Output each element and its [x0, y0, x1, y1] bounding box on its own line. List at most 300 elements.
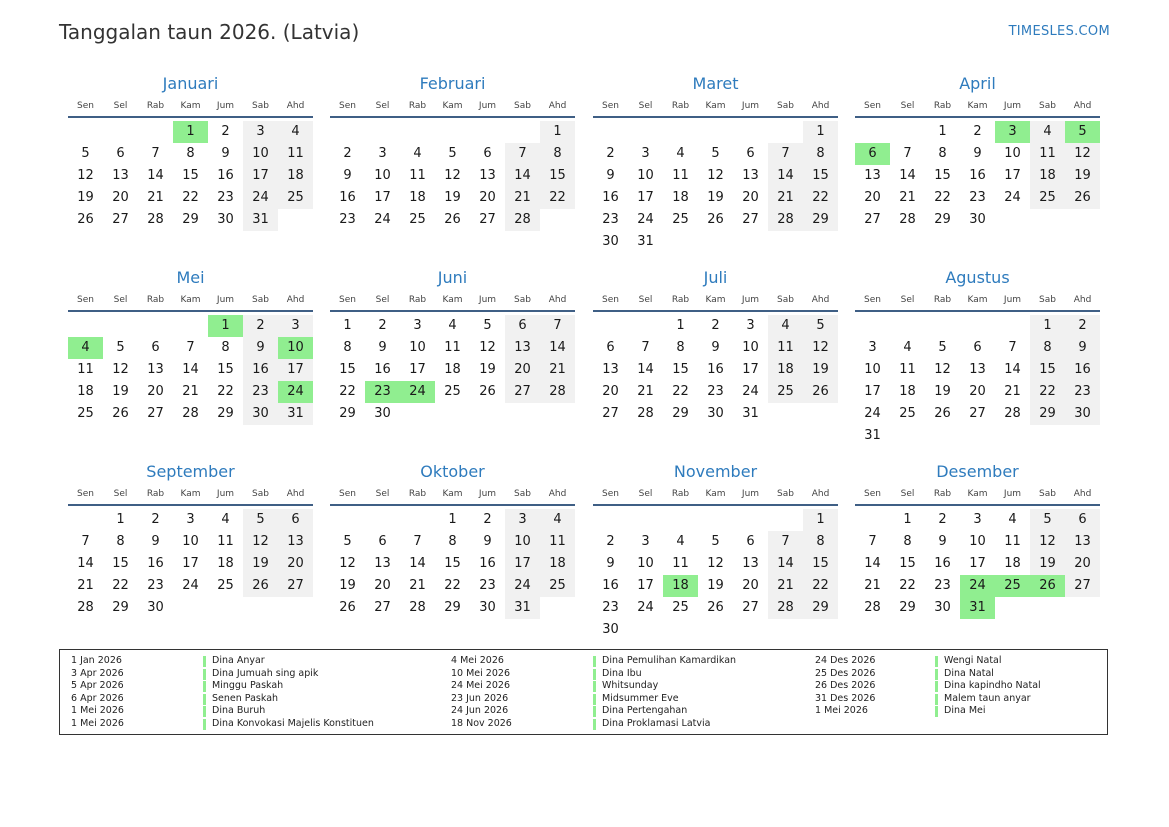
day-cell: 23 [707, 384, 724, 399]
month-title: April [959, 74, 996, 93]
day-cell: 29 [444, 600, 461, 615]
weekday-label: Rab [146, 295, 165, 305]
day-cell: 24 [374, 212, 391, 227]
day-grid [855, 509, 1100, 619]
day-cell: 12 [803, 337, 838, 359]
empty-cell [855, 509, 890, 531]
day-cell: 30 [1065, 403, 1100, 425]
day-cell: 5 [81, 146, 90, 161]
day-cell: 19 [444, 190, 461, 205]
weekday-header [330, 290, 575, 312]
day-cell: 11 [1030, 143, 1065, 165]
day-cell: 4 [676, 534, 685, 549]
holiday-day-cell: 1 [208, 315, 243, 337]
day-cell: 17 [637, 190, 654, 205]
month-desember [855, 460, 1100, 619]
weekday-label: Kam [180, 489, 201, 499]
day-cell: 26 [803, 381, 838, 403]
day-cell: 29 [339, 406, 356, 421]
legend-date: 4 Mei 2026 [451, 655, 504, 666]
weekday-header [855, 290, 1100, 312]
day-cell: 26 [112, 406, 129, 421]
legend-date: 18 Nov 2026 [451, 717, 512, 729]
day-cell: 12 [934, 362, 951, 377]
day-cell: 14 [637, 362, 654, 377]
day-cell: 6 [483, 146, 492, 161]
day-cell: 20 [742, 190, 759, 205]
weekday-label: Sab [1039, 101, 1056, 111]
day-cell: 29 [217, 406, 234, 421]
day-cell: 24 [1004, 190, 1021, 205]
day-cell: 21 [147, 190, 164, 205]
day-cell: 17 [1004, 168, 1021, 183]
day-cell: 25 [768, 381, 803, 403]
day-cell: 1 [676, 318, 685, 333]
day-cell: 13 [278, 531, 313, 553]
day-cell: 20 [1065, 553, 1100, 575]
day-cell: 8 [448, 534, 457, 549]
day-cell: 23 [1065, 381, 1100, 403]
weekday-label: Sen [77, 489, 94, 499]
day-cell: 27 [147, 406, 164, 421]
legend-holiday-name: Minggu Paskah [212, 680, 284, 691]
empty-cell [68, 121, 103, 143]
legend-holiday-name: Dina Mei [944, 705, 986, 716]
day-cell: 4 [676, 146, 685, 161]
day-cell: 6 [378, 534, 387, 549]
day-grid [593, 315, 838, 425]
day-cell: 22 [112, 578, 129, 593]
weekday-header [593, 484, 838, 506]
day-cell: 14 [768, 165, 803, 187]
day-cell: 3 [378, 146, 387, 161]
day-cell: 24 [637, 212, 654, 227]
day-cell: 17 [243, 165, 278, 187]
empty-cell [890, 121, 925, 143]
day-cell: 21 [768, 575, 803, 597]
weekday-label: Kam [180, 101, 201, 111]
month-title: September [146, 462, 235, 481]
day-cell: 8 [116, 534, 125, 549]
weekday-header [855, 96, 1100, 118]
legend-holiday-name: Dina Anyar [212, 655, 265, 666]
weekday-header [68, 484, 313, 506]
day-cell: 3 [278, 315, 313, 337]
day-cell: 20 [479, 190, 496, 205]
day-cell: 9 [973, 146, 982, 161]
day-grid [68, 315, 313, 425]
day-cell: 8 [903, 534, 912, 549]
day-cell: 10 [243, 143, 278, 165]
day-cell: 25 [1030, 187, 1065, 209]
empty-cell [68, 509, 103, 531]
day-cell: 2 [711, 318, 720, 333]
day-cell: 1 [343, 318, 352, 333]
day-cell: 16 [969, 168, 986, 183]
holiday-day-cell: 26 [1030, 575, 1065, 597]
day-cell: 22 [803, 575, 838, 597]
day-cell: 24 [864, 406, 881, 421]
day-cell: 22 [540, 187, 575, 209]
day-cell: 23 [243, 381, 278, 403]
legend-holiday-name: Wengi Natal [944, 655, 1002, 666]
day-cell: 7 [413, 534, 422, 549]
day-cell: 5 [448, 146, 457, 161]
weekday-label: Sel [638, 101, 653, 111]
weekday-label: Rab [933, 489, 952, 499]
empty-cell [593, 315, 628, 337]
day-cell: 14 [409, 556, 426, 571]
day-cell: 19 [803, 359, 838, 381]
day-cell: 11 [672, 168, 689, 183]
empty-cell [698, 121, 733, 143]
weekday-label: Sel [900, 101, 915, 111]
weekday-label: Jum [741, 101, 760, 111]
weekday-label: Rab [408, 489, 427, 499]
day-cell: 22 [1030, 381, 1065, 403]
day-cell: 28 [409, 600, 426, 615]
day-cell: 10 [742, 340, 759, 355]
day-cell: 3 [243, 121, 278, 143]
day-cell: 4 [278, 121, 313, 143]
weekday-label: Sen [864, 101, 881, 111]
day-cell: 22 [217, 384, 234, 399]
empty-cell [768, 509, 803, 531]
day-cell: 8 [1030, 337, 1065, 359]
day-cell: 8 [803, 143, 838, 165]
page-title: Tanggalan taun 2026. (Latvia) [59, 20, 360, 44]
day-cell: 15 [803, 165, 838, 187]
day-cell: 22 [803, 187, 838, 209]
day-cell: 8 [186, 146, 195, 161]
weekday-label: Sen [339, 489, 356, 499]
empty-cell [628, 121, 663, 143]
weekday-label: Kam [442, 295, 463, 305]
day-cell: 25 [409, 212, 426, 227]
empty-cell [470, 121, 505, 143]
day-cell: 18 [899, 384, 916, 399]
month-title: Januari [162, 74, 219, 93]
weekday-label: Jum [1003, 489, 1022, 499]
day-cell: 7 [540, 315, 575, 337]
day-cell: 15 [1030, 359, 1065, 381]
day-cell: 16 [707, 362, 724, 377]
day-cell: 4 [768, 315, 803, 337]
day-grid [593, 509, 838, 641]
weekday-label: Jum [478, 101, 497, 111]
weekday-label: Sen [602, 489, 619, 499]
day-cell: 11 [217, 534, 234, 549]
day-cell: 3 [746, 318, 755, 333]
day-cell: 22 [182, 190, 199, 205]
weekday-label: Jum [216, 489, 235, 499]
holiday-legend [59, 649, 1108, 735]
day-cell: 9 [606, 556, 615, 571]
day-cell: 7 [868, 534, 877, 549]
empty-cell [768, 121, 803, 143]
day-cell: 3 [641, 146, 650, 161]
empty-cell [628, 509, 663, 531]
day-cell: 28 [505, 209, 540, 231]
weekday-label: Ahd [1073, 489, 1092, 499]
day-cell: 17 [742, 362, 759, 377]
day-cell: 30 [602, 234, 619, 249]
legend-date: 25 Des 2026 [815, 667, 876, 679]
empty-cell [855, 315, 890, 337]
weekday-label: Rab [933, 295, 952, 305]
day-cell: 24 [637, 600, 654, 615]
weekday-label: Jum [741, 295, 760, 305]
month-title: November [673, 462, 758, 481]
day-cell: 18 [1004, 556, 1021, 571]
weekday-label: Sab [252, 295, 269, 305]
day-cell: 8 [938, 146, 947, 161]
empty-cell [138, 121, 173, 143]
day-cell: 7 [186, 340, 195, 355]
day-cell: 18 [217, 556, 234, 571]
weekday-label: Sen [864, 295, 881, 305]
day-cell: 24 [243, 187, 278, 209]
day-cell: 2 [378, 318, 387, 333]
day-cell: 23 [217, 190, 234, 205]
weekday-label: Sel [113, 101, 128, 111]
weekday-label: Sel [900, 295, 915, 305]
empty-cell [855, 121, 890, 143]
weekday-label: Sel [900, 489, 915, 499]
day-cell: 28 [768, 597, 803, 619]
legend-holiday-name: Dina Buruh [212, 705, 266, 716]
day-cell: 6 [505, 315, 540, 337]
day-cell: 31 [864, 428, 881, 443]
day-cell: 2 [606, 146, 615, 161]
day-cell: 21 [1004, 384, 1021, 399]
weekday-label: Rab [933, 101, 952, 111]
month-juni [330, 266, 575, 425]
day-cell: 17 [637, 578, 654, 593]
day-cell: 11 [540, 531, 575, 553]
day-cell: 26 [934, 406, 951, 421]
day-cell: 25 [217, 578, 234, 593]
brand-link[interactable]: TIMESLES.COM [1008, 24, 1110, 39]
weekday-label: Rab [408, 295, 427, 305]
weekday-label: Sab [252, 489, 269, 499]
day-cell: 9 [378, 340, 387, 355]
weekday-label: Sen [864, 489, 881, 499]
weekday-label: Rab [671, 489, 690, 499]
weekday-label: Sen [602, 101, 619, 111]
day-cell: 28 [899, 212, 916, 227]
day-cell: 8 [803, 531, 838, 553]
day-cell: 2 [606, 534, 615, 549]
day-cell: 14 [77, 556, 94, 571]
day-cell: 11 [768, 337, 803, 359]
day-cell: 18 [278, 165, 313, 187]
empty-cell [733, 509, 768, 531]
day-cell: 7 [1008, 340, 1017, 355]
day-cell: 13 [147, 362, 164, 377]
day-cell: 11 [409, 168, 426, 183]
day-cell: 26 [479, 384, 496, 399]
day-cell: 13 [742, 556, 759, 571]
weekday-label: Ahd [1073, 101, 1092, 111]
day-cell: 17 [374, 190, 391, 205]
weekday-label: Sab [514, 489, 531, 499]
day-cell: 12 [1030, 531, 1065, 553]
day-cell: 9 [243, 337, 278, 359]
day-cell: 8 [540, 143, 575, 165]
month-mei [68, 266, 313, 425]
day-cell: 7 [641, 340, 650, 355]
weekday-label: Sel [375, 489, 390, 499]
legend-date: 23 Jun 2026 [451, 692, 509, 704]
day-cell: 6 [116, 146, 125, 161]
empty-cell [435, 121, 470, 143]
day-cell: 31 [742, 406, 759, 421]
day-cell: 6 [151, 340, 160, 355]
empty-cell [890, 315, 925, 337]
weekday-label: Rab [671, 101, 690, 111]
day-cell: 7 [903, 146, 912, 161]
weekday-label: Sab [514, 295, 531, 305]
day-cell: 9 [483, 534, 492, 549]
day-cell: 27 [864, 212, 881, 227]
weekday-label: Ahd [286, 295, 305, 305]
weekday-label: Kam [705, 489, 726, 499]
day-grid [68, 121, 313, 231]
day-cell: 20 [278, 553, 313, 575]
day-cell: 5 [803, 315, 838, 337]
day-cell: 19 [112, 384, 129, 399]
empty-cell [925, 315, 960, 337]
weekday-header [593, 96, 838, 118]
day-cell: 23 [602, 600, 619, 615]
day-cell: 6 [278, 509, 313, 531]
day-cell: 13 [505, 337, 540, 359]
day-cell: 21 [505, 187, 540, 209]
day-cell: 25 [672, 212, 689, 227]
day-cell: 24 [742, 384, 759, 399]
day-cell: 14 [540, 337, 575, 359]
day-cell: 27 [742, 212, 759, 227]
day-cell: 16 [1065, 359, 1100, 381]
day-cell: 30 [707, 406, 724, 421]
day-cell: 19 [243, 553, 278, 575]
day-cell: 20 [864, 190, 881, 205]
day-cell: 5 [343, 534, 352, 549]
day-cell: 4 [540, 509, 575, 531]
month-title: Juni [437, 268, 468, 287]
holiday-day-cell: 1 [173, 121, 208, 143]
day-cell: 27 [278, 575, 313, 597]
day-cell: 9 [221, 146, 230, 161]
legend-date: 24 Mei 2026 [451, 680, 510, 691]
day-cell: 4 [448, 318, 457, 333]
weekday-label: Ahd [286, 489, 305, 499]
day-cell: 20 [374, 578, 391, 593]
day-cell: 5 [711, 146, 720, 161]
weekday-label: Kam [967, 295, 988, 305]
holiday-day-cell: 4 [68, 337, 103, 359]
day-cell: 12 [707, 168, 724, 183]
day-cell: 30 [217, 212, 234, 227]
day-cell: 2 [938, 512, 947, 527]
weekday-header [68, 290, 313, 312]
empty-cell [593, 121, 628, 143]
day-cell: 26 [707, 600, 724, 615]
day-cell: 30 [374, 406, 391, 421]
day-cell: 27 [969, 406, 986, 421]
day-grid [855, 315, 1100, 447]
day-cell: 26 [77, 212, 94, 227]
day-cell: 30 [934, 600, 951, 615]
day-cell: 13 [1065, 531, 1100, 553]
legend-date: 26 Des 2026 [815, 680, 876, 691]
legend-date: 1 Mei 2026 [815, 705, 868, 716]
day-cell: 2 [973, 124, 982, 139]
day-cell: 27 [112, 212, 129, 227]
legend-holiday-name: Dina kapindho Natal [944, 680, 1041, 691]
day-cell: 22 [672, 384, 689, 399]
day-cell: 14 [864, 556, 881, 571]
day-cell: 6 [746, 534, 755, 549]
day-cell: 9 [343, 168, 352, 183]
day-cell: 25 [899, 406, 916, 421]
day-cell: 2 [483, 512, 492, 527]
day-cell: 21 [637, 384, 654, 399]
empty-cell [698, 509, 733, 531]
day-cell: 17 [182, 556, 199, 571]
day-cell: 26 [339, 600, 356, 615]
day-cell: 16 [602, 190, 619, 205]
day-cell: 30 [969, 212, 986, 227]
day-cell: 16 [602, 578, 619, 593]
holiday-day-cell: 24 [400, 381, 435, 403]
day-cell: 20 [742, 578, 759, 593]
weekday-label: Sel [113, 295, 128, 305]
day-cell: 5 [711, 534, 720, 549]
day-cell: 26 [1065, 187, 1100, 209]
day-cell: 28 [77, 600, 94, 615]
day-cell: 29 [182, 212, 199, 227]
day-cell: 7 [81, 534, 90, 549]
day-cell: 27 [479, 212, 496, 227]
day-cell: 20 [112, 190, 129, 205]
day-cell: 4 [903, 340, 912, 355]
day-cell: 12 [444, 168, 461, 183]
day-cell: 9 [151, 534, 160, 549]
day-cell: 14 [899, 168, 916, 183]
day-cell: 15 [339, 362, 356, 377]
day-cell: 7 [768, 531, 803, 553]
empty-cell [103, 315, 138, 337]
day-cell: 16 [217, 168, 234, 183]
day-cell: 9 [938, 534, 947, 549]
weekday-label: Jum [1003, 295, 1022, 305]
holiday-day-cell: 6 [855, 143, 890, 165]
empty-cell [365, 121, 400, 143]
day-cell: 15 [803, 553, 838, 575]
day-cell: 1 [116, 512, 125, 527]
weekday-label: Kam [705, 295, 726, 305]
day-cell: 15 [182, 168, 199, 183]
legend-holiday-name: Dina Konvokasi Majelis Konstituen [212, 717, 374, 729]
empty-cell [138, 315, 173, 337]
weekday-label: Kam [705, 101, 726, 111]
day-cell: 1 [938, 124, 947, 139]
day-cell: 12 [243, 531, 278, 553]
legend-date: 24 Des 2026 [815, 655, 876, 666]
legend-date: 1 Mei 2026 [71, 705, 124, 716]
